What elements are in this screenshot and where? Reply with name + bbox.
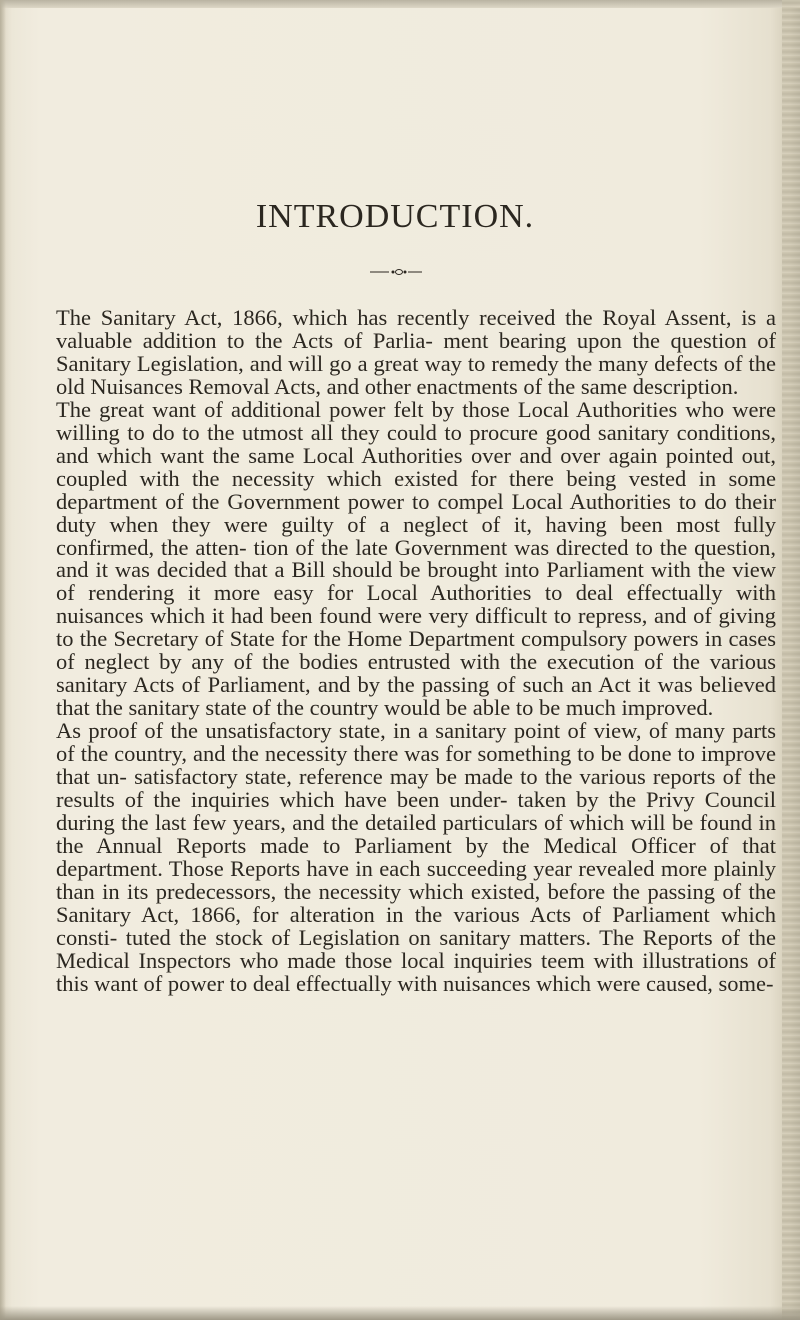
body-text	[56, 307, 776, 996]
separator-ornament-icon	[370, 267, 422, 277]
page-top-edge	[0, 0, 800, 8]
paragraph-2: The great want of additional power felt by those Local Authorities who were willing to do to the utmost all they could to procure good sanitary conditions, and which want the same Local Authorities over and over again pointed out, coupled with the necessity which existed for there being vested in some department of the Government power to compel Local Authorities to do their duty when they were guilty of a neglect of it, having been most fully confirmed, the atten- tion of the late Government was directed to the question, and it was decided that a Bill should be brought into Parliament with the view of rendering it more easy for Local Authorities to deal effectually with nuisances which it had been found were very difficult to repress, and of giving to the Secretary of State for the Home Department compulsory powers in cases of neglect by any of the bodies entrusted with the execution of the various sanitary Acts of Parliament, and by the passing of such an Act it was believed that the sanitary state of the country would be able to be much improved.	[56, 396, 776, 721]
paragraph-3: As proof of the unsatisfactory state, in a sanitary point of view, of many parts of the country, and the necessity there was for something to be done to improve that un- satisfactory state, reference may be made to the various reports of the results of the inquiries which have been under- taken by the Privy Council during the last few years, and the detailed particulars of which will be found in the Annual Reports made to Parliament by the Medical Officer of that department. Those Reports have in each succeeding year revealed more plainly than in its predecessors, the necessity which existed, before the passing of the Sanitary Act, 1866, for alteration in the various Acts of Parliament which consti- tuted the stock of Legislation on sanitary matters. The Reports of the Medical Inspectors who made those local inquiries teem with illustrations of this want of power to deal effectually with nuisances which were caused, some-	[56, 718, 776, 996]
page-bottom-edge	[0, 1306, 800, 1320]
paragraph-1: The Sanitary Act, 1866, which has recently received the Royal Assent, is a valuable addition to the Acts of Parlia- ment bearing upon the question of Sanitary Legislation, and will go a great way to remedy the many defects of the old Nuisances Removal Acts, and other enactments of the same description.	[56, 305, 776, 399]
chapter-title: INTRODUCTION.	[255, 198, 535, 235]
